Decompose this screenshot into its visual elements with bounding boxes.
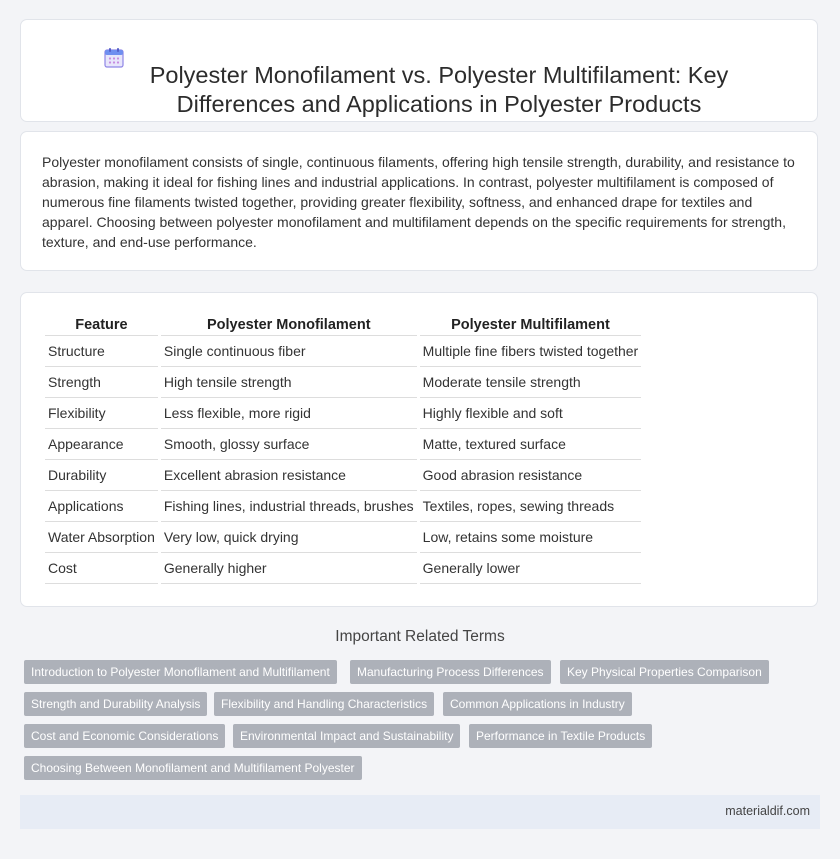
table-cell: Smooth, glossy surface [161, 429, 417, 460]
title-card [20, 19, 818, 122]
table-cell: Generally lower [420, 553, 642, 584]
table-cell: Fishing lines, industrial threads, brushes [161, 491, 417, 522]
intro-card [20, 131, 818, 271]
table-row [45, 491, 641, 522]
table-cell: Durability [45, 460, 158, 491]
table-cell: Flexibility [45, 398, 158, 429]
table-cell: Structure [45, 336, 158, 367]
related-term-tag[interactable]: Flexibility and Handling Characteristics [214, 692, 434, 716]
table-cell: Moderate tensile strength [420, 367, 642, 398]
header-feature: Feature [45, 313, 158, 336]
related-term-tag[interactable]: Performance in Textile Products [469, 724, 652, 748]
table-cell: Single continuous fiber [161, 336, 417, 367]
related-term-tag[interactable]: Manufacturing Process Differences [350, 660, 551, 684]
table-cell: Matte, textured surface [420, 429, 642, 460]
table-cell: Low, retains some moisture [420, 522, 642, 553]
header-monofilament: Polyester Monofilament [161, 313, 417, 336]
related-term-tag[interactable]: Cost and Economic Considerations [24, 724, 225, 748]
table-cell: Generally higher [161, 553, 417, 584]
table-cell: Less flexible, more rigid [161, 398, 417, 429]
table-row [45, 522, 641, 553]
table-header-row [45, 313, 641, 336]
table-row [45, 429, 641, 460]
comparison-table [42, 313, 644, 584]
table-cell: Applications [45, 491, 158, 522]
table-row [45, 398, 641, 429]
table-cell: Highly flexible and soft [420, 398, 642, 429]
table-cell: Cost [45, 553, 158, 584]
table-row [45, 336, 641, 367]
table-row [45, 460, 641, 491]
table-cell: Appearance [45, 429, 158, 460]
table-cell: Water Absorption [45, 522, 158, 553]
header-multifilament: Polyester Multifilament [420, 313, 642, 336]
table-cell: Excellent abrasion resistance [161, 460, 417, 491]
related-term-tag[interactable]: Introduction to Polyester Monofilament and Multifilament [24, 660, 337, 684]
related-terms-heading: Important Related Terms [335, 628, 505, 645]
page-title: Polyester Monofilament vs. Polyester Multifilament: Key Differences and Applications in Polyester Products [149, 61, 729, 117]
table-row [45, 553, 641, 584]
footer [20, 795, 820, 829]
footer-site-link[interactable]: materialdif.com [725, 804, 810, 818]
related-term-tag[interactable]: Choosing Between Monofilament and Multifilament Polyester [24, 756, 362, 780]
related-term-tag[interactable]: Key Physical Properties Comparison [560, 660, 769, 684]
table-cell: Very low, quick drying [161, 522, 417, 553]
related-term-tag[interactable]: Environmental Impact and Sustainability [233, 724, 460, 748]
table-cell: Good abrasion resistance [420, 460, 642, 491]
table-cell: High tensile strength [161, 367, 417, 398]
table-row [45, 367, 641, 398]
table-cell: Textiles, ropes, sewing threads [420, 491, 642, 522]
table-cell: Multiple fine fibers twisted together [420, 336, 642, 367]
related-term-tag[interactable]: Strength and Durability Analysis [24, 692, 207, 716]
related-term-tag[interactable]: Common Applications in Industry [443, 692, 632, 716]
intro-paragraph: Polyester monofilament consists of single, continuous filaments, offering high tensile strength, durability, and resistance to abrasion, making it ideal for fishing lines and industrial applications. In contrast, polyester multifilament is composed of numerous fine filaments twisted together, providing greater flexibility, softness, and enhanced drape for textiles and apparel. Choosing between polyester monofilament and multifilament depends on the specific requirements for strength, texture, and end-use performance. [42, 154, 795, 250]
table-cell: Strength [45, 367, 158, 398]
